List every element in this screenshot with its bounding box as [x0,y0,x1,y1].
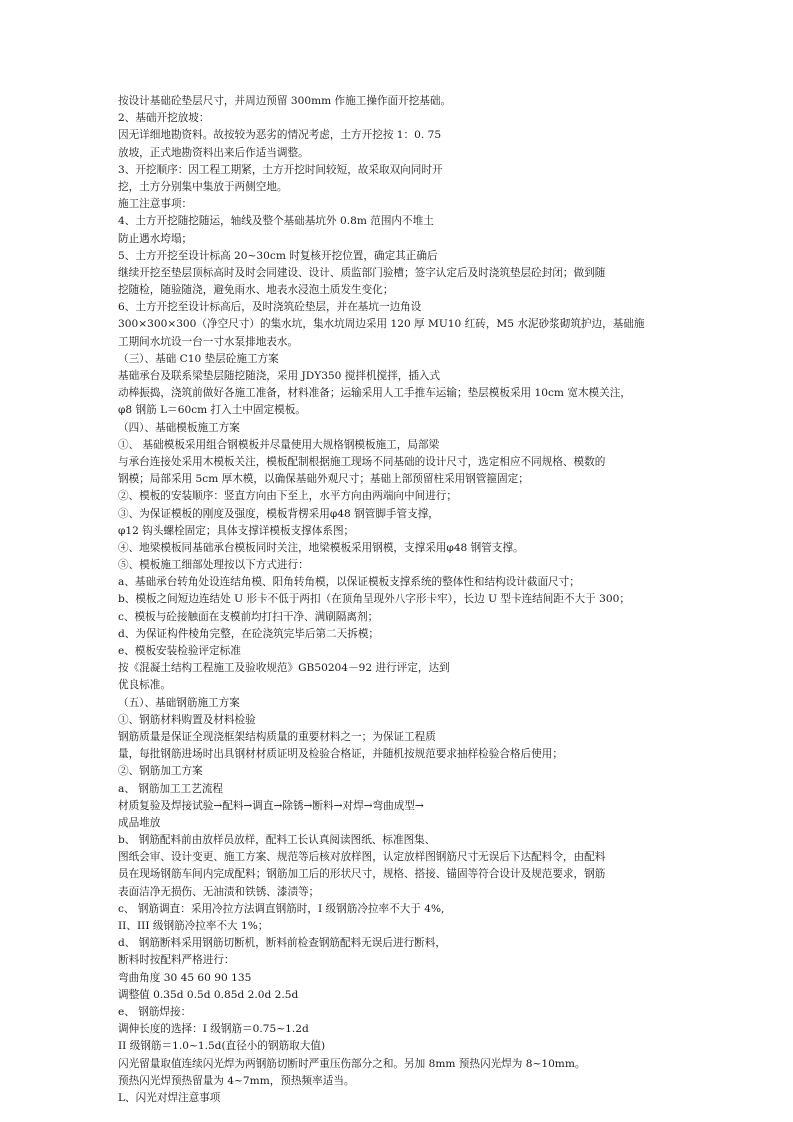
text-line: II、III 级钢筋冷拉率不大 1%； [118,920,269,932]
text-line: ②、钢筋加工方案 [118,765,203,778]
text-line: φ12 钩头螺栓固定；具体支撑详模板支撑体系图； [118,524,355,537]
text-line: 预热闪光焊预热留量为 4~7mm，预热频率适当。 [118,1074,355,1087]
text-line: ④、地梁模板同基础承台模板同时关注，地梁模板采用钢模，支撑采用φ48 钢管支撑。 [118,541,524,554]
text-line: II 级钢筋＝1.0~1.5d(直径小的钢筋取大值) [118,1040,326,1053]
section-heading: （三）、基础 C10 垫层砼施工方案 [118,352,279,365]
text-line: 基础承台及联系梁垫层随挖随浇，采用 JDY350 搅拌机搅拌，插入式 [118,370,441,382]
text-line: d、为保证构件棱角完整，在砼浇筑完毕后第二天拆模； [118,627,380,640]
text-line: 300×300×300（净空尺寸）的集水坑，集水坑周边采用 120 厚 MU10 红砖，M5 水泥砂浆砌筑护边，基础施 [118,318,645,331]
text-line: 按设计基础砼垫层尺寸，并周边预留 300mm 作施工操作面开挖基础。 [118,95,452,107]
text-line: b、模板之间短边连结处 U 形卡不低于两扣（在顶角呈现外八字形卡牢），长边 U 型卡连结间距不大于 300； [118,593,630,606]
text-line: 放坡，正式地勘资料出来后作适当调整。 [118,146,309,159]
text-line: ⑤、模板施工细部处理按以下方式进行： [118,559,309,572]
text-line: 挖，土方分别集中集放于两侧空地。 [118,180,288,193]
text-line: 4、土方开挖随挖随运，轴线及整个基础基坑外 0.8m 范围内不堆土 [118,215,434,228]
text-line: 挖随检，随验随浇，避免雨水、地表水浸泡土质发生变化； [118,284,394,297]
text-line: 优良标准。 [118,679,171,692]
text-line: 钢筋质量是保证全现浇框架结构质量的重要材料之一；为保证工程质 [118,730,436,743]
text-line: c、模板与砼接触面在支模前均打扫干净、满刷隔离剂； [118,610,379,623]
text-line: c、 钢筋调直：采用冷拉方法调直钢筋时，I 级钢筋冷拉率不大于 4%, [118,902,445,915]
text-line: a、基础承台转角处设连结角模、阳角转角模，以保证模板支撑系统的整体性和结构设计截面尺寸； [118,576,580,589]
text-line: e、 钢筋焊接： [118,1005,192,1018]
text-line: 钢模；局部采用 5cm 厚木模，以确保基础外观尺寸；基础上部预留柱采用钢管箍固定； [118,473,529,486]
text-line: 按《混凝土结构工程施工及验收规范》GB50204－92 进行评定，达到 [118,662,450,675]
section-heading: （四）、基础模板施工方案 [118,421,240,434]
text-line: 2、基础开挖放坡： [118,112,210,125]
text-line: a、 钢筋加工工艺流程 [118,782,224,795]
text-line: ①、钢筋材料购置及材料检验 [118,713,256,726]
text-line: b、 钢筋配料前由放样员放样，配料工长认真阅读图纸、标准图集、 [118,834,436,847]
text-line: 3、开挖顺序：因工程工期紧，土方开挖时间较短，故采取双向同时开 [118,163,443,176]
document-body [118,93,718,1107]
text-line: 6、土方开挖至设计标高后，及时浇筑砼垫层，并在基坑一边角设 [118,301,422,314]
text-line: 图纸会审、设计变更、施工方案、规范等后核对放样图，认定放样图钢筋尺寸无误后下达配料令，由配料 [118,851,606,864]
text-line: 闪光留量取值连续闪光焊为两钢筋切断时严重压伤部分之和。另加 8mm 预热闪光焊为 8~10mm。 [118,1057,586,1070]
text-line: e、模板安装检验评定标准 [118,645,241,657]
text-line: 工期间水坑设一台一寸水泵排地表水。 [118,335,299,348]
text-line: 调整值 0.35d 0.5d 0.85d 2.0d 2.5d [118,988,299,1001]
section-heading: （五）、基础钢筋施工方案 [118,696,240,709]
text-line: L、闪光对焊注意事项 [118,1091,221,1104]
text-line: 表面洁净无损伤、无油渍和铁锈、漆渍等； [118,885,320,898]
text-line: 防止遇水垮塌； [118,232,193,245]
text-line: 因无详细地勘资料。故按较为恶劣的情况考虑，土方开挖按 1：0. 75 [118,129,442,142]
text-line: 与承台连接处采用木模板关注，模板配制根据施工现场不同基础的设计尺寸，选定相应不同规格、模数的 [118,455,606,468]
text-line: 施工注意事项： [118,198,193,211]
text-line: ②、模板的安装顺序：竖直方向由下至上，水平方向由两端向中间进行； [118,490,457,503]
text-line: 量，每批钢筋进场时出具钢材材质证明及检验合格证，并随机按规范要求抽样检验合格后使用； [118,748,563,761]
text-line: 成品堆放 [118,816,161,829]
text-line: 继续开挖至垫层顶标高时及时会同建设、设计、质监部门验槽；签字认定后及时浇筑垫层砼封闭；做到随 [118,266,606,279]
text-line: d、 钢筋断料采用钢筋切断机，断料前检查钢筋配料无误后进行断料， [118,937,446,950]
text-line: 员在现场钢筋车间内完成配料；钢筋加工后的形状尺寸，规格、搭接、锚固等符合设计及规范要求，钢筋 [118,868,606,881]
text-line: 弯曲角度 30 45 60 90 135 [118,971,252,984]
text-line: 材质复验及焊接试验→配料→调直→除锈→断料→对焊→弯曲成型→ [118,799,424,812]
text-line: ③、为保证模板的刚度及强度，模板背楞采用φ48 钢管脚手管支撑， [118,507,439,520]
text-line: φ8 钢筋 L＝60cm 打入土中固定模板。 [118,404,306,417]
text-line: 调伸长度的选择：I 级钢筋＝0.75~1.2d [118,1023,309,1036]
text-line: ①、 基础模板采用组合钢模板并尽量使用大规格钢模板施工，局部梁 [118,438,440,451]
text-line: 动棒振捣，浇筑前做好各施工准备，材料准备；运输采用人工手推车运输；垫层模板采用 10cm 宽木模关注， [118,387,631,400]
text-line: 5、土方开挖至设计标高 20~30cm 时复核开挖位置，确定其正确后 [118,249,438,262]
text-line: 断料时按配料严格进行： [118,954,235,967]
